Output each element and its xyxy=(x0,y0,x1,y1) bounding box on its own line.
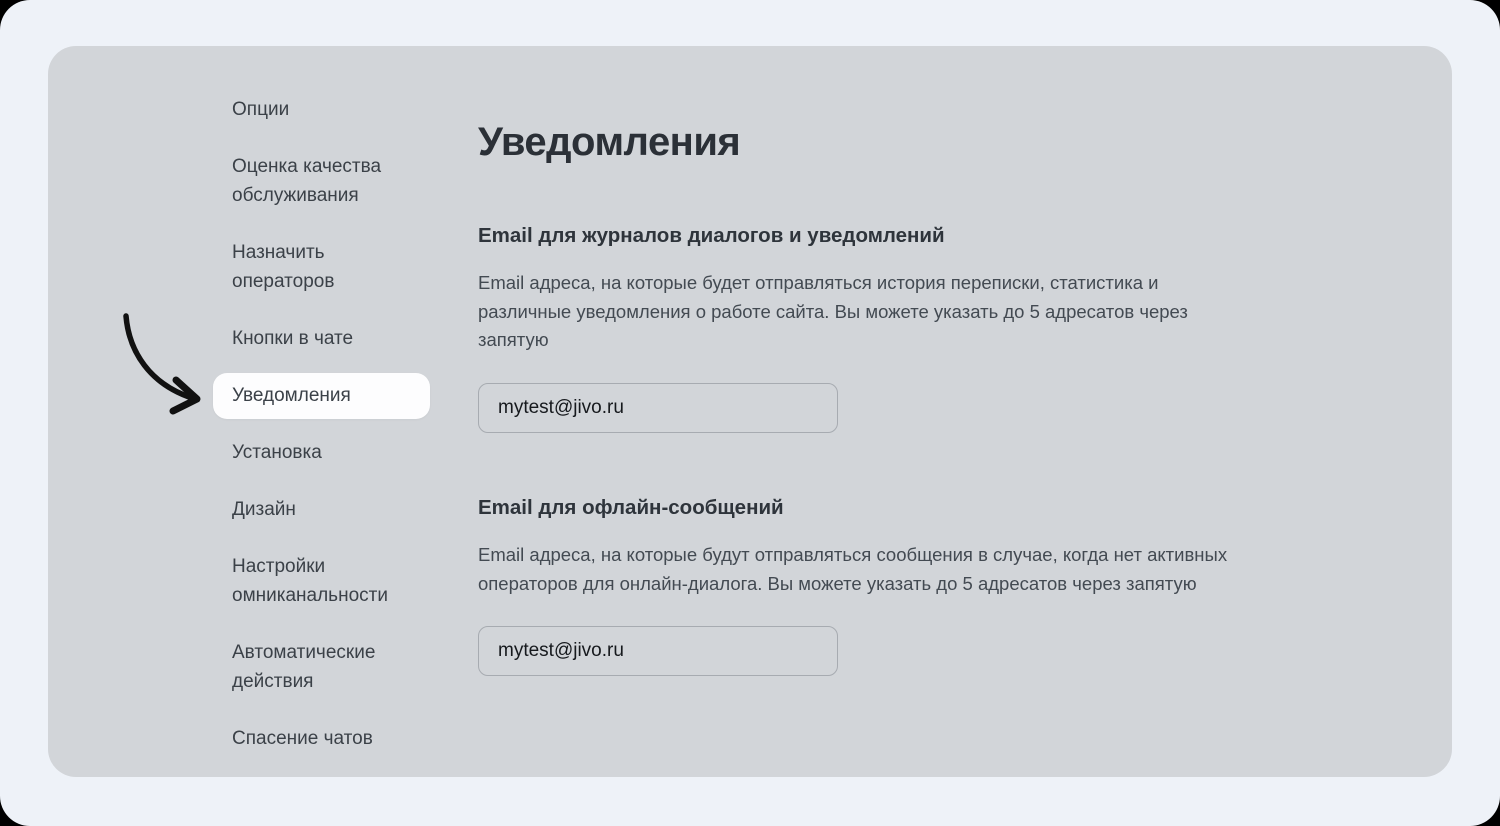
sidebar-item-chat-rescue[interactable]: Спасение чатов xyxy=(232,728,373,749)
sidebar-item-options[interactable]: Опции xyxy=(232,99,290,120)
page-title: Уведомления xyxy=(478,120,741,164)
email-logs-input[interactable] xyxy=(478,383,838,433)
settings-card xyxy=(48,46,1452,777)
settings-sidebar xyxy=(213,95,430,753)
sidebar-item-automatic-actions[interactable]: Автоматические действия xyxy=(232,642,376,692)
email-offline-description: Email адреса, на которые будут отправляться сообщения в случае, когда нет активных операторов для онлайн-диалога. Вы можете указать до 5 адресатов через запятую xyxy=(478,544,1228,594)
sidebar-item-chat-buttons[interactable]: Кнопки в чате xyxy=(232,328,354,349)
email-offline-heading: Email для офлайн-сообщений xyxy=(478,496,784,519)
sidebar-item-design[interactable]: Дизайн xyxy=(232,499,296,520)
sidebar-item-assign-operators[interactable]: Назначить операторов xyxy=(232,242,335,292)
sidebar-item-omnichannel-settings[interactable]: Настройки омниканальности xyxy=(232,556,388,606)
email-logs-heading: Email для журналов диалогов и уведомлений xyxy=(478,224,945,247)
sidebar-item-service-quality[interactable]: Оценка качества обслуживания xyxy=(232,156,382,206)
email-logs-section xyxy=(478,224,1248,433)
curved-arrow-icon xyxy=(100,300,215,415)
email-offline-section xyxy=(478,496,1248,676)
email-logs-description: Email адреса, на которые будет отправляться история переписки, статистика и различные уведомления о работе сайта. Вы можете указать до 5 адресатов через запятую xyxy=(478,272,1188,350)
sidebar-item-notifications[interactable]: Уведомления xyxy=(213,373,430,419)
sidebar-item-installation[interactable]: Установка xyxy=(232,442,322,463)
email-offline-input[interactable] xyxy=(478,626,838,676)
